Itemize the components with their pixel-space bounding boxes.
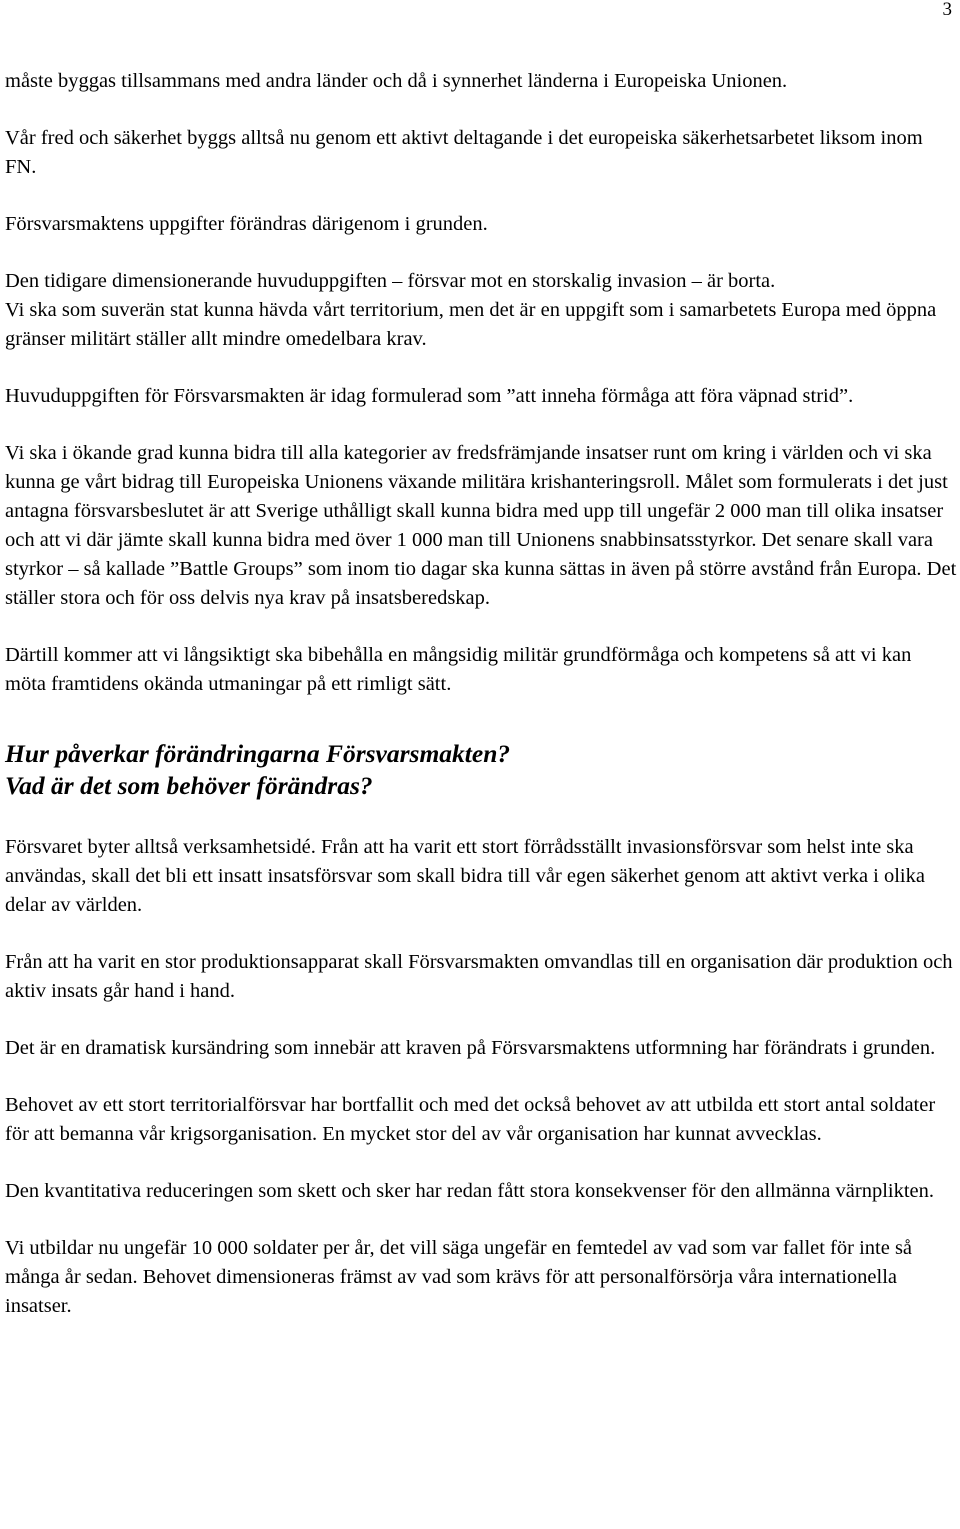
paragraph: Vi ska i ökande grad kunna bidra till alla kategorier av fredsfrämjande insatser runt om kring i världen och vi ska kunna ge vårt bidrag till Europeiska Unionens växande militära krishanteringsroll. Målet som formulerats i det just antagna försvarsbeslutet är att Sverige uthålligt skall kunna bidra med upp till ungefär 2 000 man till olika insatser och att vi där jämte skall kunna bidra med över 1 000 man till Unionens snabbinsatsstyrkor. Det senare skall vara styrkor – så kallade ”Battle Groups” som inom tio dagar ska kunna sättas in även på större avstånd från Europa. Det ställer stora och för oss delvis nya krav på insatsberedskap. — [5, 442, 957, 609]
section-heading — [5, 738, 957, 802]
paragraph: Huvuduppgiften för Försvarsmakten är idag formulerad som ”att inneha förmåga att föra väpnad strid”. — [5, 385, 854, 407]
paragraph: Därtill kommer att vi långsiktigt ska bibehålla en mångsidig militär grundförmåga och kompetens så att vi kan möta framtidens okända utmaningar på ett rimligt sätt. — [5, 644, 912, 695]
paragraph: Vår fred och säkerhet byggs alltså nu genom ett aktivt deltagande i det europeiska säkerhetsarbetet liksom inom FN. — [5, 127, 923, 178]
paragraph: Från att ha varit en stor produktionsapparat skall Försvarsmakten omvandlas till en organisation där produktion och aktiv insats går hand i hand. — [5, 951, 953, 1002]
paragraph: Den tidigare dimensionerande huvuduppgiften – försvar mot en storskalig invasion – är borta. — [5, 270, 776, 292]
section-heading-line: Hur påverkar förändringarna Försvarsmakten? — [5, 739, 511, 768]
paragraph: Vi ska som suverän stat kunna hävda vårt territorium, men det är en uppgift som i samarbetets Europa med öppna gränser militärt ställer allt mindre omedelbara krav. — [5, 299, 937, 350]
paragraph: Den kvantitativa reduceringen som skett och sker har redan fått stora konsekvenser för den allmänna värnplikten. — [5, 1180, 935, 1202]
section-heading-line: Vad är det som behöver förändras? — [5, 771, 373, 800]
paragraph: Behovet av ett stort territorialförsvar har bortfallit och med det också behovet av att utbilda ett stort antal soldater för att bemanna vår krigsorganisation. En mycket stor del av vår organisation har kunnat avvecklas. — [5, 1094, 936, 1145]
paragraph: måste byggas tillsammans med andra länder och då i synnerhet länderna i Europeiska Unionen. — [5, 70, 788, 92]
paragraph: Försvaret byter alltså verksamhetsidé. Från att ha varit ett stort förrådsställt invasionsförsvar som helst inte ska användas, skall det bli ett insatt insatsförsvar som skall bidra till vår egen säkerhet genom att aktivt verka i olika delar av världen. — [5, 836, 925, 916]
document-body — [5, 67, 957, 1321]
paragraph: Vi utbildar nu ungefär 10 000 soldater per år, det vill säga ungefär en femtedel av vad som var fallet för inte så många år sedan. Behovet dimensioneras främst av vad som krävs för att personalförsörja våra internationella insatser. — [5, 1237, 913, 1317]
paragraph: Det är en dramatisk kursändring som innebär att kraven på Försvarsmaktens utformning har förändrats i grunden. — [5, 1037, 936, 1059]
page-number: 3 — [942, 0, 952, 20]
paragraph: Försvarsmaktens uppgifter förändras därigenom i grunden. — [5, 213, 488, 235]
